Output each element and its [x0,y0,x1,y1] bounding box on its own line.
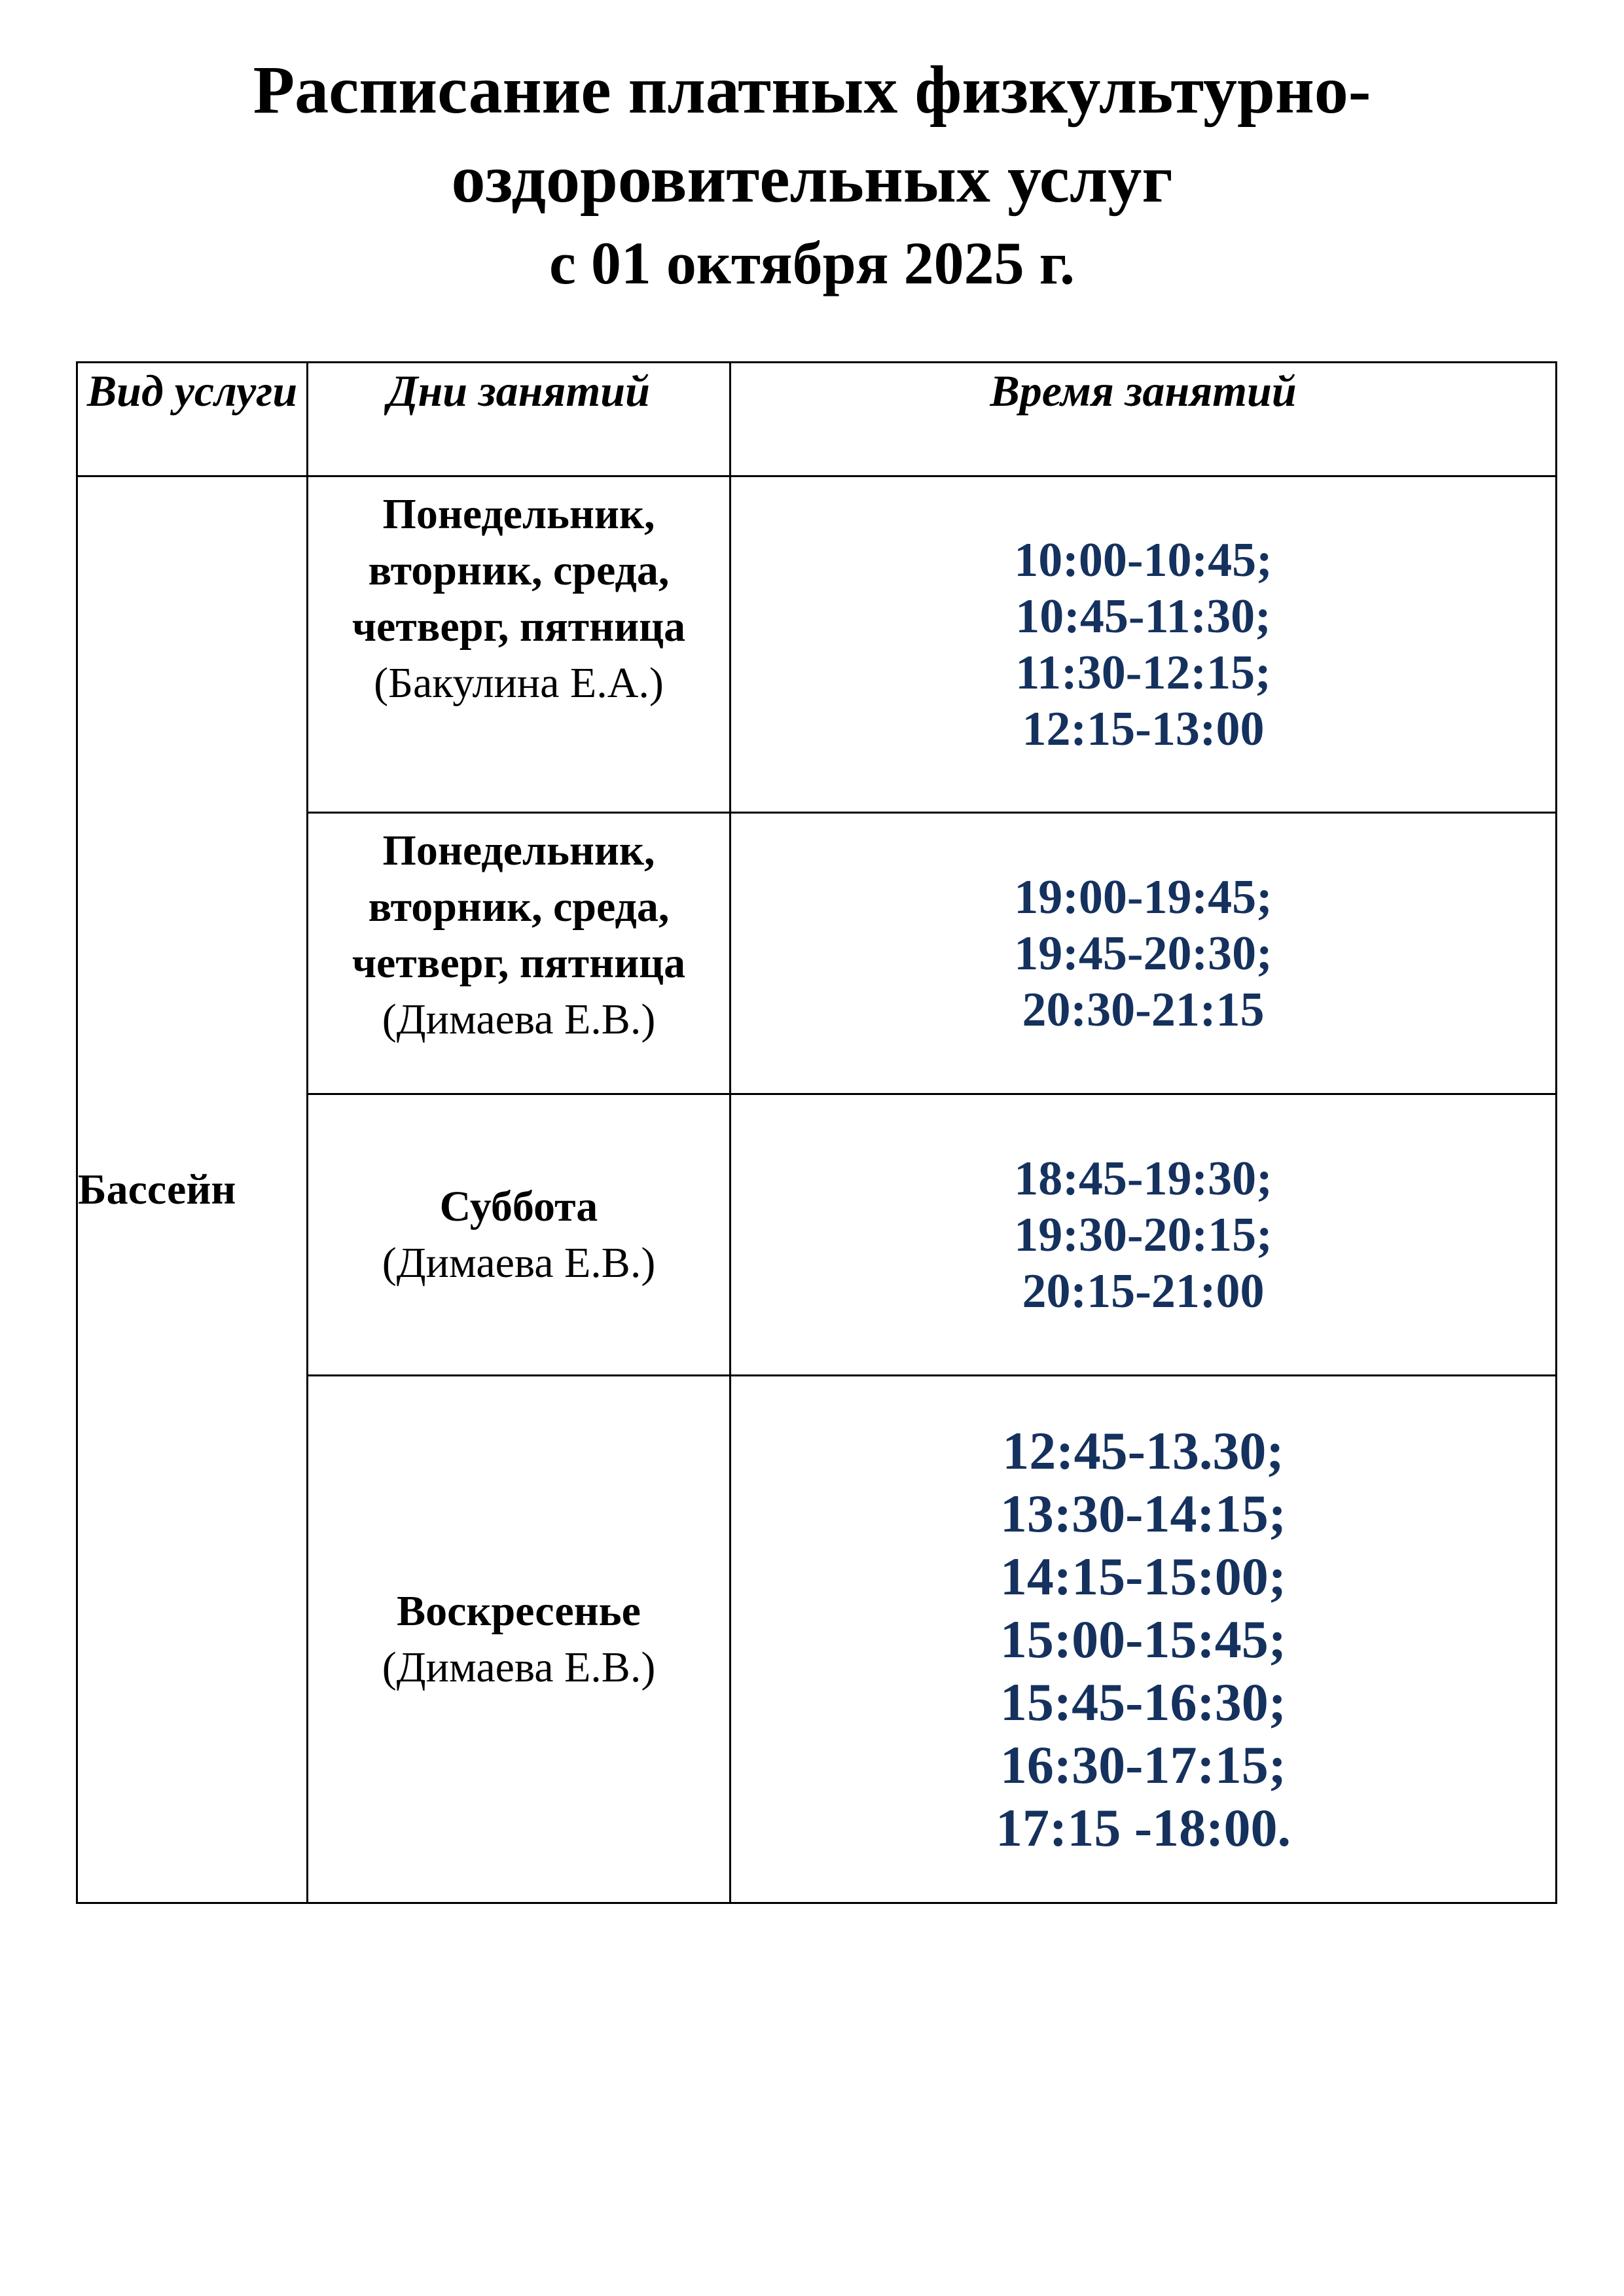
teacher-name: (Бакулина Е.А.) [374,659,664,707]
days-label: Понедельник, [382,490,655,538]
time-slot: 19:00-19:45; [1014,870,1272,924]
times-cell [731,1376,1557,1903]
time-slot: 10:45-11:30; [1015,589,1271,643]
days-cell [308,1094,731,1376]
time-slot: 15:00-15:45; [1000,1609,1287,1669]
time-slot: 10:00-10:45; [1014,533,1272,587]
days-label: четверг, пятница [352,939,686,987]
days-label: вторник, среда, [368,883,670,931]
service-cell: Бассейн [77,476,308,1903]
time-slot: 20:15-21:00 [1022,1264,1265,1318]
title-date-line: с 01 октября 2025 г. [549,230,1075,296]
times-cell [731,476,1557,813]
time-slot: 12:45-13.30; [1002,1420,1284,1480]
days-label: Понедельник, [382,827,655,874]
teacher-name: (Димаева Е.В.) [382,1643,656,1691]
time-slot: 15:45-16:30; [1000,1672,1287,1732]
times-cell [731,813,1557,1094]
days-cell [308,476,731,813]
time-slot: 20:30-21:15 [1022,982,1265,1037]
title-line-2: оздоровительных услуг [451,141,1173,217]
time-slot: 16:30-17:15; [1000,1734,1287,1795]
days-label: вторник, среда, [368,547,670,594]
time-slot: 18:45-19:30; [1014,1151,1272,1206]
table-header-row [77,363,1557,476]
teacher-name: (Димаева Е.В.) [382,1238,656,1287]
days-cell [308,1376,731,1903]
teacher-name: (Димаева Е.В.) [382,996,656,1043]
time-slot: 13:30-14:15; [1000,1483,1287,1543]
days-label: Воскресенье [397,1587,641,1635]
time-slot: 19:30-20:15; [1014,1208,1272,1262]
document-title [0,46,1624,302]
days-label: Суббота [439,1182,598,1230]
times-cell [731,1094,1557,1376]
table-row [77,476,1557,813]
time-slot: 12:15-13:00 [1022,702,1265,756]
header-time: Время занятий [731,363,1557,476]
time-slot: 11:30-12:15; [1015,645,1271,700]
schedule-table [76,361,1557,1904]
time-slot: 17:15 -18:00. [996,1797,1291,1857]
days-label: четверг, пятница [352,603,686,651]
title-line-1: Расписание платных физкультурно- [253,52,1371,128]
time-slot: 19:45-20:30; [1014,926,1272,980]
header-service: Вид услуги [77,363,308,476]
days-cell [308,813,731,1094]
header-days: Дни занятий [308,363,731,476]
time-slot: 14:15-15:00; [1000,1546,1287,1606]
